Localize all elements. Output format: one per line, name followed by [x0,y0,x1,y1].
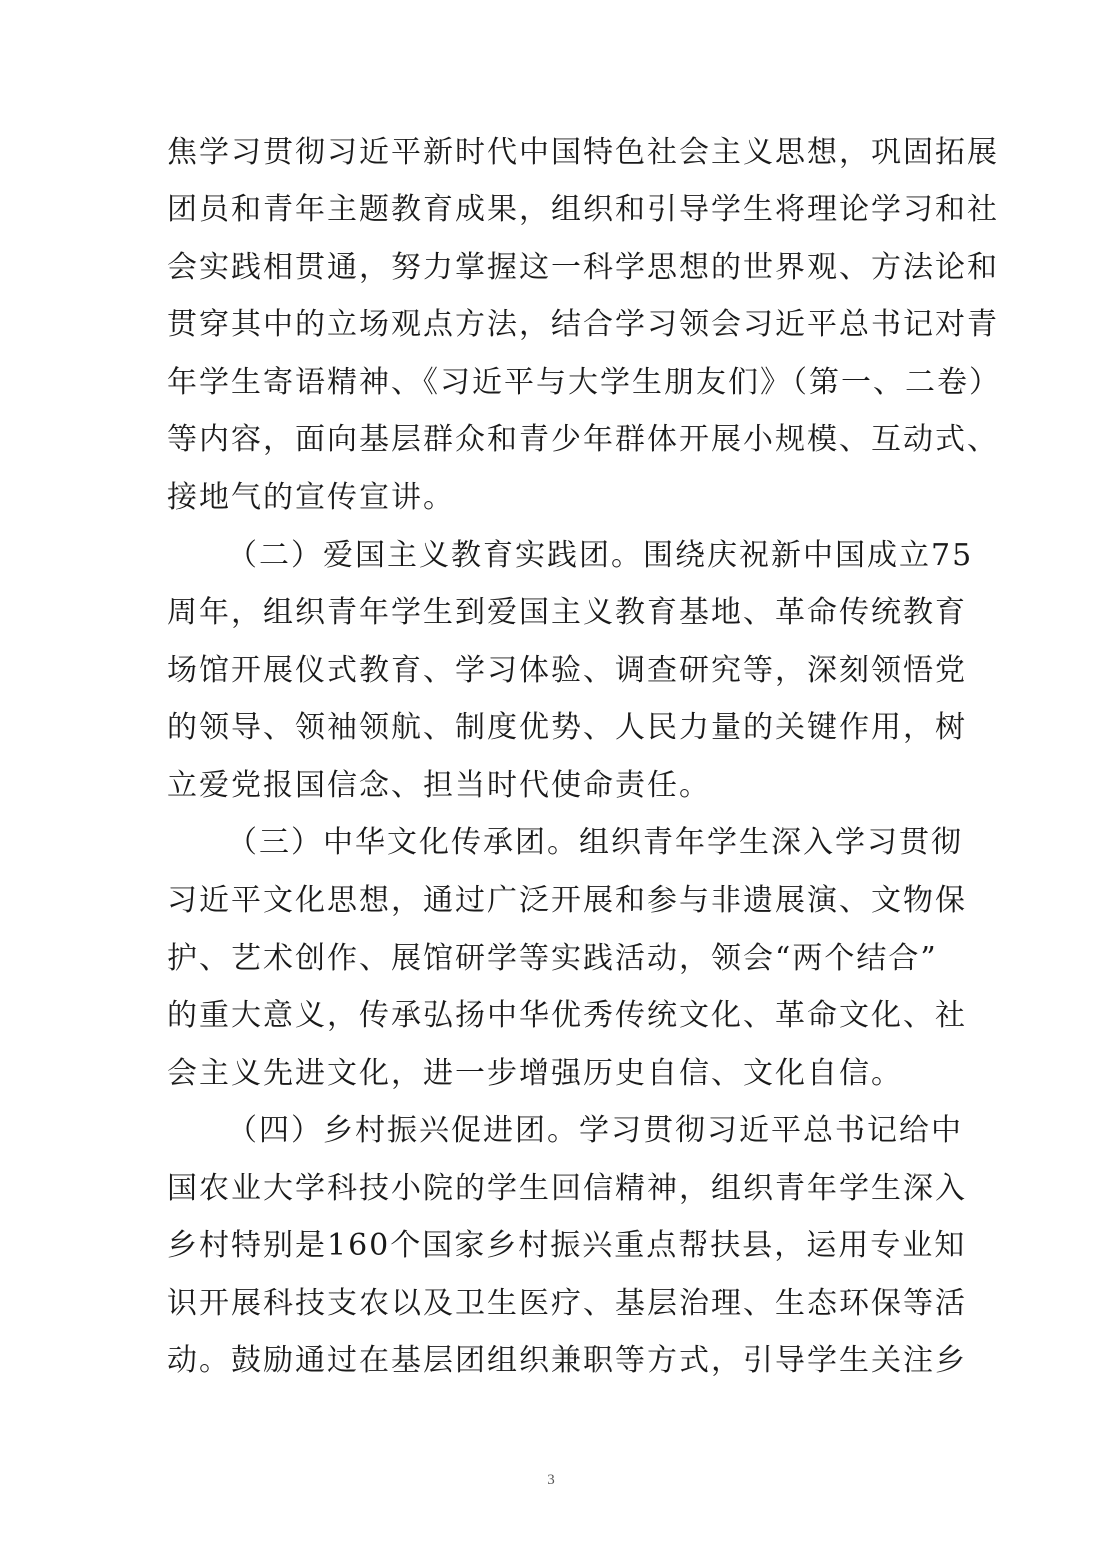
text-line: 立爱党报国信念、担当时代使命责任。 [167,768,711,803]
text-line: 习近平文化思想，通过广泛开展和参与非遗展演、文物保 [167,883,967,918]
text-line: 乡村特别是160个国家乡村振兴重点帮扶县，运用专业知 [167,1228,967,1263]
text-line: 的重大意义，传承弘扬中华优秀传统文化、革命文化、社 [167,998,967,1033]
text-line: 团员和青年主题教育成果，组织和引导学生将理论学习和社 [167,192,999,227]
text-line: 贯穿其中的立场观点方法，结合学习领会习近平总书记对青 [167,307,999,342]
text-line: 会实践相贯通，努力掌握这一科学思想的世界观、方法论和 [167,250,999,285]
text-line: 的领导、领袖领航、制度优势、人民力量的关键作用，树 [167,710,967,745]
text-line: 国农业大学科技小院的学生回信精神，组织青年学生深入 [167,1171,967,1206]
text-line: 接地气的宣传宣讲。 [167,480,455,515]
text-line: 等内容，面向基层群众和青少年群体开展小规模、互动式、 [167,422,999,457]
section-heading-line: （二）爱国主义教育实践团。围绕庆祝新中国成立75 [227,538,974,573]
text-line: 年学生寄语精神、《习近平与大学生朋友们》（第一、二卷） [167,365,1001,400]
text-line: 焦学习贯彻习近平新时代中国特色社会主义思想，巩固拓展 [167,135,999,170]
section-heading-line: （四）乡村振兴促进团。学习贯彻习近平总书记给中 [227,1113,963,1148]
section-heading-line: （三）中华文化传承团。组织青年学生深入学习贯彻 [227,825,963,860]
text-line: 场馆开展仪式教育、学习体验、调查研究等，深刻领悟党 [167,653,967,688]
page-number: 3 [547,1472,555,1488]
text-line: 会主义先进文化，进一步增强历史自信、文化自信。 [167,1056,903,1091]
text-line: 护、艺术创作、展馆研学等实践活动，领会“两个结合” [167,941,938,976]
text-line: 周年，组织青年学生到爱国主义教育基地、革命传统教育 [167,595,967,630]
text-line: 动。鼓励通过在基层团组织兼职等方式，引导学生关注乡 [167,1343,967,1378]
text-line: 识开展科技支农以及卫生医疗、基层治理、生态环保等活 [167,1286,967,1321]
